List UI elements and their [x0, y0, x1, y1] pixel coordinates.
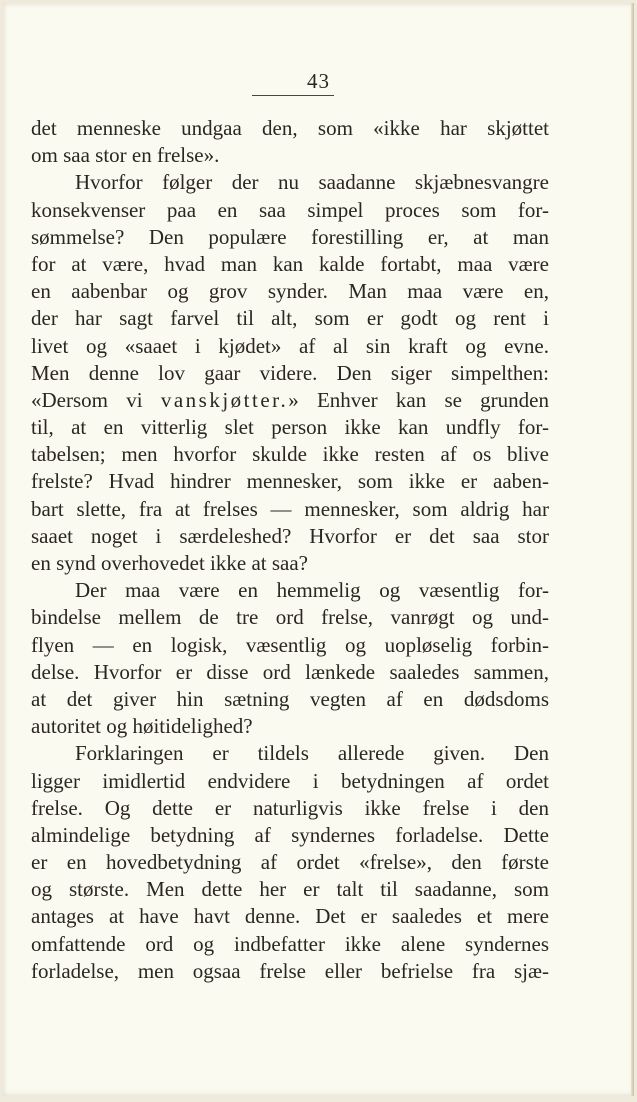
- line-text: bindelse mellem de tre ord frelse, vanrøgt og und-: [31, 605, 549, 630]
- line-text: almindelige betydning af syndernes forladelse. Dette: [31, 822, 549, 847]
- line-text: antages at have havt denne. Det er saaledes et mere: [31, 904, 549, 929]
- line-text: flyen — en logisk, væsentlig og uopløselig forbin-: [31, 632, 549, 657]
- line-text: det menneske undgaa den, som «ikke har skjøttet: [31, 116, 549, 140]
- text-line: [31, 958, 549, 985]
- line-text: at det giver hin sætning vegten af en dødsdoms: [31, 686, 549, 711]
- text-line: [31, 468, 549, 495]
- line-text: om saa stor en frelse».: [31, 143, 220, 168]
- text-line: [31, 876, 549, 903]
- line-text: Men denne lov gaar videre. Den siger simpelthen:: [31, 360, 549, 385]
- line-text: er en hovedbetydning af ordet «frelse», den første: [31, 850, 549, 875]
- text-line: [31, 740, 549, 767]
- text-line: [31, 577, 549, 604]
- text-line: [31, 387, 549, 414]
- line-text: der har sagt farvel til alt, som er godt og rent i: [31, 306, 549, 331]
- text-line: [31, 360, 549, 387]
- text-line: [31, 115, 549, 142]
- line-text: frelse. Og dette er naturligvis ikke frelse i den: [31, 795, 549, 820]
- page-edge: [631, 3, 634, 1096]
- emphasized-text: vanskjøtter.: [160, 387, 289, 412]
- line-text: autoritet og høitidelighed?: [31, 714, 253, 739]
- text-line: [31, 496, 549, 523]
- line-text-continued: » Enhver kan se grunden: [288, 387, 549, 412]
- line-text: livet og «saaet i kjødet» af al sin kraft og evne.: [31, 333, 549, 358]
- text-line: [31, 333, 549, 360]
- line-text: forladelse, men ogsaa frelse eller befrielse fra sjæ-: [31, 958, 549, 983]
- header-rule: [252, 95, 334, 96]
- body-text: [31, 115, 549, 985]
- text-line: [31, 604, 549, 631]
- line-text: ligger imidlertid endvidere i betydningen af ordet: [31, 768, 549, 793]
- line-text: sømmelse? Den populære forestilling er, at man: [31, 224, 549, 249]
- line-text: konsekvenser paa en saa simpel proces som for-: [31, 197, 549, 222]
- text-line: [31, 903, 549, 930]
- text-line: [31, 659, 549, 686]
- text-line: [31, 550, 549, 577]
- line-text: delse. Hvorfor er disse ord lænkede saaledes sammen,: [31, 659, 549, 684]
- text-line: [31, 278, 549, 305]
- line-text: og største. Men dette her er talt til saadanne, som: [31, 877, 549, 902]
- line-text: for at være, hvad man kan kalde fortabt, maa være: [31, 251, 549, 276]
- line-text: tabelsen; men hvorfor skulde ikke resten af os blive: [31, 442, 549, 467]
- text-line: [31, 142, 549, 169]
- text-line: [31, 795, 549, 822]
- text-line: [31, 414, 549, 441]
- text-line: [31, 768, 549, 795]
- text-line: [31, 931, 549, 958]
- text-line: [31, 251, 549, 278]
- text-line: [31, 822, 549, 849]
- text-line: [31, 523, 549, 550]
- text-line: [31, 441, 549, 468]
- line-text: Der maa være en hemmelig og væsentlig for-: [75, 578, 549, 603]
- text-line: [31, 224, 549, 251]
- line-text: en synd overhovedet ikke at saa?: [31, 551, 308, 575]
- line-text: «Dersom vi: [31, 387, 143, 412]
- text-line: [31, 169, 549, 196]
- text-line: [31, 305, 549, 332]
- line-text: en aabenbar og grov synder. Man maa være en,: [31, 279, 549, 304]
- text-line: [31, 686, 549, 713]
- book-page: [3, 3, 634, 1096]
- text-line: [31, 713, 549, 740]
- text-line: [31, 849, 549, 876]
- line-text: Hvorfor følger der nu saadanne skjæbnesvangre: [75, 170, 549, 195]
- line-text: bart slette, fra at frelses — mennesker, som aldrig har: [31, 496, 549, 521]
- line-text: omfattende ord og indbefatter ikke alene syndernes: [31, 931, 549, 956]
- line-text: frelste? Hvad hindrer mennesker, som ikke er aaben-: [31, 469, 549, 494]
- line-text: Forklaringen er tildels allerede given. Den: [75, 741, 549, 766]
- text-line: [31, 197, 549, 224]
- page-number: 43: [307, 69, 330, 93]
- text-line: [31, 632, 549, 659]
- line-text: saaet noget i særdeleshed? Hvorfor er det saa stor: [31, 523, 549, 548]
- line-text: til, at en vitterlig slet person ikke kan undfly for-: [31, 415, 549, 440]
